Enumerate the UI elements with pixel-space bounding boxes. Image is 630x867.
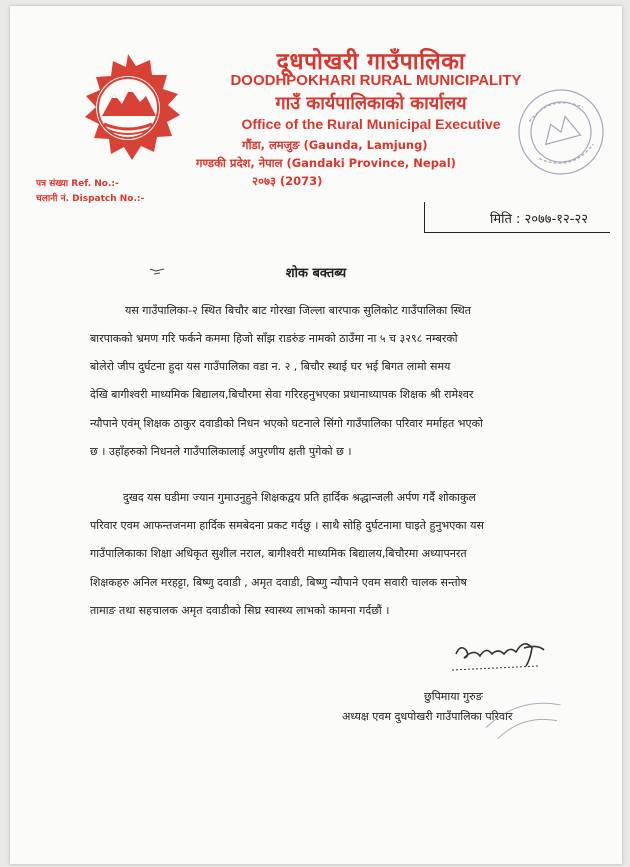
body-line: तामाङ तथा सहचालक अमृत दवाडीको सिघ्र स्वास्थ्य लाभको कामना गर्दछौं ।	[90, 604, 390, 617]
body-line: यस गाउँपालिका-२ स्थित बिचौर बाट गोरखा जिल्ला बारपाक सुलिकोट गाउँपालिका स्थित	[125, 304, 471, 317]
letter-page	[10, 6, 622, 864]
body-line: बारपाकको भ्रमण गरि फर्कने कममा हिजो साँझ राडरुंङ नामको ठाउँमा ना ५ च ३२९८ नम्बरको	[90, 332, 458, 345]
address-line-2: गण्डकी प्रदेश, नेपाल (Gandaki Province, Nepal)	[196, 156, 456, 170]
body-line: परिवार एवम आफन्तजनमा हार्दिक समबेदना प्रकट गर्दछु । साथै सोहि दुर्घटनामा घाइते हुनुभएका यस	[90, 519, 484, 532]
office-name-nepali: गाउँ कार्यपालिकाको कार्यालय	[275, 93, 467, 114]
body-line: दुखद यस घडीमा ज्यान गुमाउनुहुने शिक्षकद्वय प्रति हार्दिक श्रद्धान्जली अर्पण गर्दै शोकाकुल	[123, 491, 476, 504]
statement-title: शोक बक्तब्य	[285, 266, 347, 281]
letter-date: मिति : २०७७-१२-२२	[489, 212, 588, 227]
established-year: २०७३ (2073)	[252, 174, 323, 188]
office-name-english: Office of the Rural Municipal Executive	[241, 116, 501, 132]
office-stamp-icon	[513, 84, 609, 180]
body-line: छ । उहाँहरुको निधनले गाउँपालिकालाई अपुरणीय क्षती पुगेको छ ।	[90, 445, 352, 458]
body-line: गाउँपालिकाका शिक्षा अधिकृत सुशील नराल, बागीश्वरी माध्यमिक बिद्यालय,बिचौरमा अध्यापनरत	[90, 547, 467, 560]
signatory-role: अध्यक्ष एवम दुधपोखरी गाउँपालिका परिवार	[342, 710, 513, 723]
reference-number: पत्र संख्या Ref. No.:-	[36, 179, 119, 189]
signature-seal-icon	[480, 692, 570, 752]
municipality-name-english: DOODHPOKHARI RURAL MUNICIPALITY	[230, 72, 522, 89]
body-line: न्यौपाने एवंम् शिक्षक ठाकुर दवाडीको निधन भएको घटनाले सिंगो गाउँपालिका परिवार मर्माहत भएको	[90, 417, 483, 430]
municipality-name-nepali: दूधपोखरी गाउँपालिका	[276, 49, 466, 75]
signatory-name: छुपिमाया गुरुङ	[424, 690, 483, 703]
address-line-1: गौंडा, लमजुङ (Gaunda, Lamjung)	[242, 138, 428, 152]
body-line: बोलेरो जीप दुर्घटना हुदा यस गाउँपालिका वडा न. २ , बिचौर स्थाई घर भई बिगत लामो समय	[90, 360, 451, 373]
body-line: देखि बागीश्वरी माध्यमिक बिद्यालय,बिचौरमा सेवा गरिरहनुभएका प्रधानाध्यापक शिक्षक श्री रामेश्वर	[90, 388, 474, 401]
dispatch-number: चलानी नं. Dispatch No.:-	[36, 194, 145, 204]
handwritten-signature	[446, 626, 554, 676]
body-line: शिक्षकहरु अनिल मरहट्टा, बिष्णु दवाडी , अमृत दवाडी, बिष्णु न्यौपाने एवम सवारी चालक सन्तोष	[90, 576, 467, 589]
